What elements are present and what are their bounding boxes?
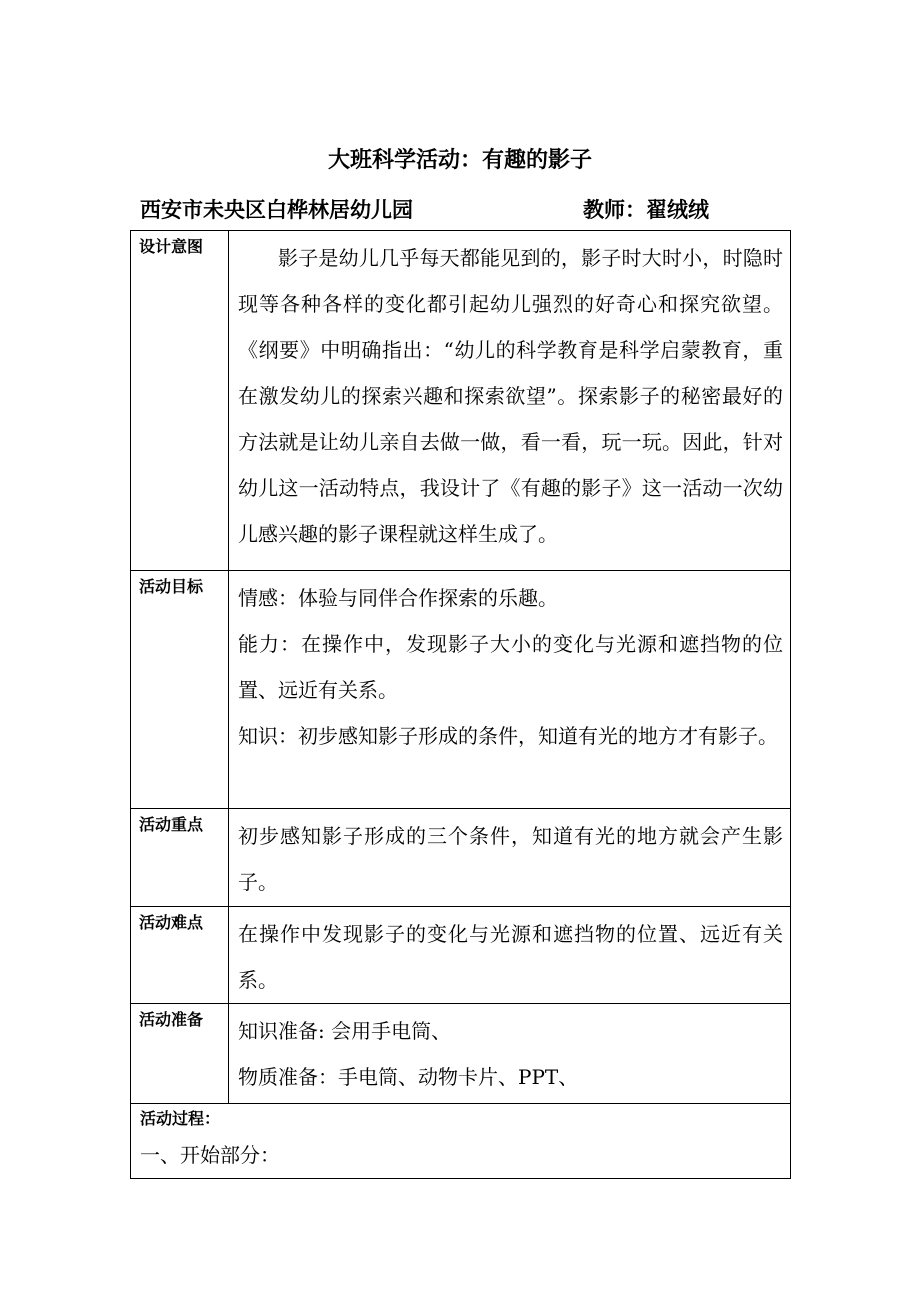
row-body-cell: [229, 809, 791, 907]
objective-emotion: 情感：体验与同伴合作探索的乐趣。: [238, 586, 558, 610]
table-row-key-points: [131, 809, 791, 907]
preparation-knowledge: 知识准备: 会用手电筒、: [238, 1019, 452, 1043]
lesson-plan-table: [130, 230, 791, 1179]
row-body-cell: [229, 907, 791, 1004]
row-body-cell: [229, 231, 791, 571]
process-step-1: 一、开始部分：: [140, 1143, 280, 1167]
table-row-design-intent: [131, 231, 791, 571]
preparation-materials: 物质准备：手电筒、动物卡片、PPT、: [238, 1065, 579, 1089]
process-label: 活动过程：: [140, 1109, 221, 1128]
teacher-name: 教师：翟绒绒: [583, 198, 709, 222]
row-label-cell: [131, 809, 229, 907]
table-row-difficulties: [131, 907, 791, 1004]
table-row-process: [131, 1104, 791, 1179]
objective-knowledge: 知识：初步感知影子形成的条件，知道有光的地方才有影子。: [238, 724, 778, 748]
row-body-cell: [229, 1004, 791, 1104]
row-label: 活动重点: [139, 815, 204, 834]
process-cell: [131, 1104, 791, 1179]
school-name: 西安市未央区白桦林居幼儿园: [140, 198, 413, 222]
row-label: 活动难点: [139, 913, 204, 932]
row-label-cell: [131, 571, 229, 809]
row-label-cell: [131, 231, 229, 571]
table-row-objectives: [131, 571, 791, 809]
row-label-cell: [131, 907, 229, 1004]
objective-ability: 能力：在操作中，发现影子大小的变化与光源和遮挡物的位置、远近有关系。: [238, 632, 783, 702]
row-label: 活动目标: [139, 577, 204, 596]
row-label: 设计意图: [139, 237, 204, 256]
row-label: 活动准备: [139, 1010, 204, 1029]
key-points-text: 初步感知影子形成的三个条件，知道有光的地方就会产生影子。: [238, 824, 783, 894]
table-row-preparation: [131, 1004, 791, 1104]
page-title: 大班科学活动：有趣的影子: [327, 148, 592, 173]
row-label-cell: [131, 1004, 229, 1104]
difficulties-text: 在操作中发现影子的变化与光源和遮挡物的位置、远近有关系。: [238, 922, 783, 992]
row-body-cell: [229, 571, 791, 809]
design-intent-text: 影子是幼儿几乎每天都能见到的，影子时大时小，时隐时现等各种各样的变化都引起幼儿强烈的好奇心和探究欲望。《纲要》中明确指出：“幼儿的科学教育是科学启蒙教育，重在激发幼儿的探索兴趣和探索欲望”。探索影子的秘密最好的方法就是让幼儿亲自去做一做，看一看，玩一玩。因此，针对幼儿这一活动特点，我设计了《有趣的影子》这一活动一次幼儿感兴趣的影子课程就这样生成了。: [238, 246, 783, 546]
